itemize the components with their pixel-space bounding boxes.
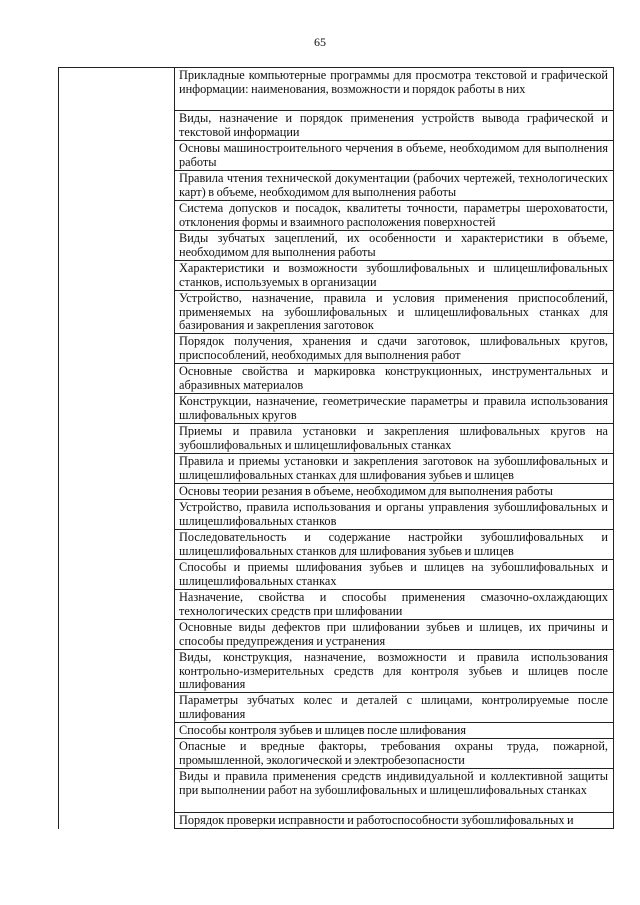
requirement-cell: Порядок получения, хранения и сдачи заготовок, шлифовальных кругов, приспособлений, необходимых для выполнения работ — [175, 334, 614, 364]
table-row — [59, 68, 614, 111]
requirement-cell: Основные свойства и маркировка конструкционных, инструментальных и абразивных материалов — [175, 364, 614, 394]
label-column-cell — [59, 68, 175, 829]
requirement-cell: Приемы и правила установки и закрепления шлифовальных кругов на зубошлифовальных и шлицешлифовальных станках — [175, 424, 614, 454]
requirements-table — [58, 67, 614, 829]
requirement-cell: Основные виды дефектов при шлифовании зубьев и шлицев, их причины и способы предупреждения и устранения — [175, 620, 614, 650]
requirement-cell: Система допусков и посадок, квалитеты точности, параметры шероховатости, отклонения формы и взаимного расположения поверхностей — [175, 201, 614, 231]
requirement-cell: Порядок проверки исправности и работоспособности зубошлифовальных и — [175, 813, 614, 829]
requirement-cell: Прикладные компьютерные программы для просмотра текстовой и графической информации: наименования, возможности и порядок работы в них — [175, 68, 614, 111]
requirement-cell: Способы контроля зубьев и шлицев после шлифования — [175, 723, 614, 739]
requirement-cell: Виды, конструкция, назначение, возможности и правила использования контрольно-измерительных средств для контроля зубьев и шлицев после шлифования — [175, 650, 614, 693]
requirement-cell: Правила и приемы установки и закрепления заготовок на зубошлифовальных и шлицешлифовальных станках для шлифования зубьев и шлицев — [175, 454, 614, 484]
requirement-cell: Устройство, правила использования и органы управления зубошлифовальных и шлицешлифовальных станков — [175, 500, 614, 530]
requirement-cell: Виды, назначение и порядок применения устройств вывода графической и текстовой информации — [175, 111, 614, 141]
requirement-cell: Параметры зубчатых колес и деталей с шлицами, контролируемые после шлифования — [175, 693, 614, 723]
requirement-cell: Последовательность и содержание настройки зубошлифовальных и шлицешлифовальных станков для шлифования зубьев и шлицев — [175, 530, 614, 560]
requirement-cell: Виды и правила применения средств индивидуальной и коллективной защиты при выполнении работ на зубошлифовальных и шлицешлифовальных станках — [175, 769, 614, 813]
requirement-cell: Конструкции, назначение, геометрические параметры и правила использования шлифовальных кругов — [175, 394, 614, 424]
requirement-cell: Устройство, назначение, правила и условия применения приспособлений, применяемых на зубошлифовальных и шлицешлифовальных станках для базирования и закрепления заготовок — [175, 291, 614, 334]
requirement-cell: Основы теории резания в объеме, необходимом для выполнения работы — [175, 484, 614, 500]
requirement-cell: Опасные и вредные факторы, требования охраны труда, пожарной, промышленной, экологической и электробезопасности — [175, 739, 614, 769]
page-number: 65 — [314, 35, 326, 49]
requirement-cell: Характеристики и возможности зубошлифовальных и шлицешлифовальных станков, используемых в организации — [175, 261, 614, 291]
requirement-cell: Основы машиностроительного черчения в объеме, необходимом для выполнения работы — [175, 141, 614, 171]
requirement-cell: Виды зубчатых зацеплений, их особенности и характеристики в объеме, необходимом для выполнения работы — [175, 231, 614, 261]
requirement-cell: Способы и приемы шлифования зубьев и шлицев на зубошлифовальных и шлицешлифовальных станках — [175, 560, 614, 590]
requirement-cell: Правила чтения технической документации (рабочих чертежей, технологических карт) в объеме, необходимом для выполнения работы — [175, 171, 614, 201]
requirement-cell: Назначение, свойства и способы применения смазочно-охлаждающих технологических средств при шлифовании — [175, 590, 614, 620]
